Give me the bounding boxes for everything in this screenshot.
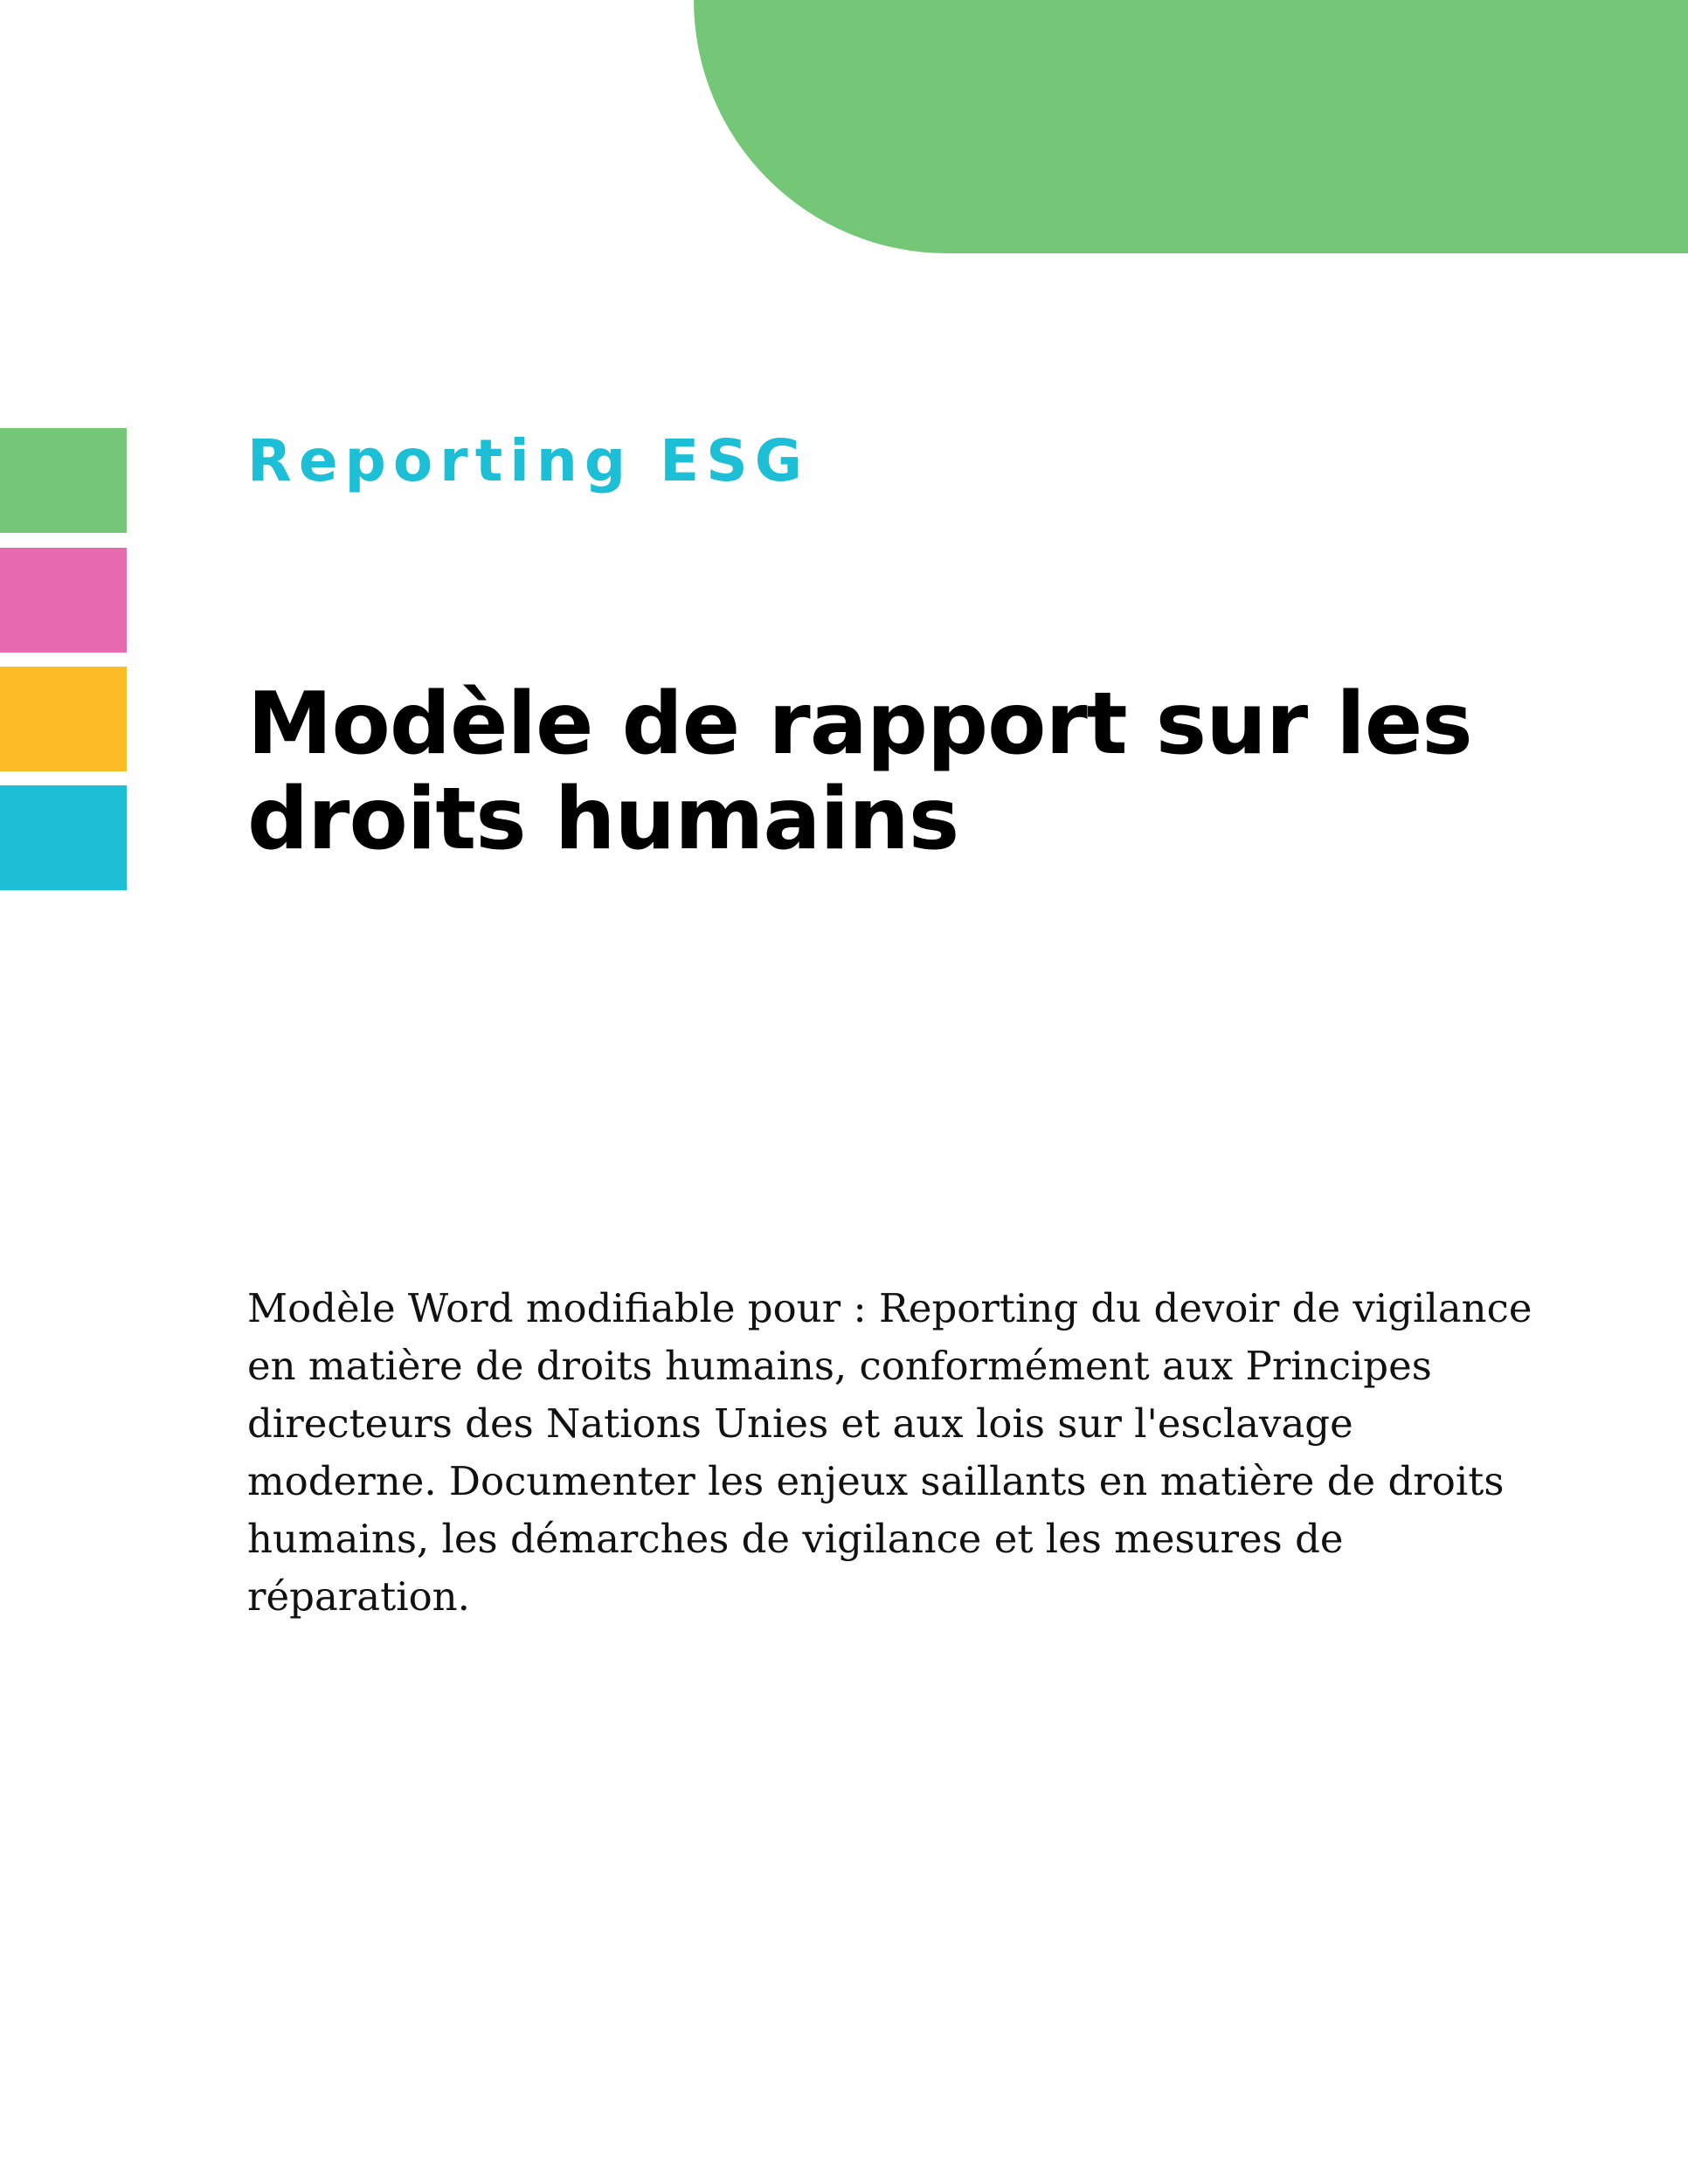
accent-bar-cyan (0, 785, 127, 890)
decorative-green-shape (694, 0, 1688, 253)
accent-bar-pink (0, 548, 127, 653)
cover-title: Modèle de rapport sur les droits humains (247, 674, 1472, 869)
accent-bar-green (0, 428, 127, 533)
cover-description: Modèle Word modifiable pour : Reporting du devoir de vigilance en matière de droits humains, conformément aux Principes directeurs des Nations Unies et aux lois sur l'esclavage moderne. Documenter les enjeux saillants en matière de droits humains, les démarches de vigilance et les mesures de réparation. (247, 1285, 1532, 1620)
accent-bar-yellow (0, 667, 127, 771)
cover-kicker: Reporting ESG (247, 427, 809, 494)
